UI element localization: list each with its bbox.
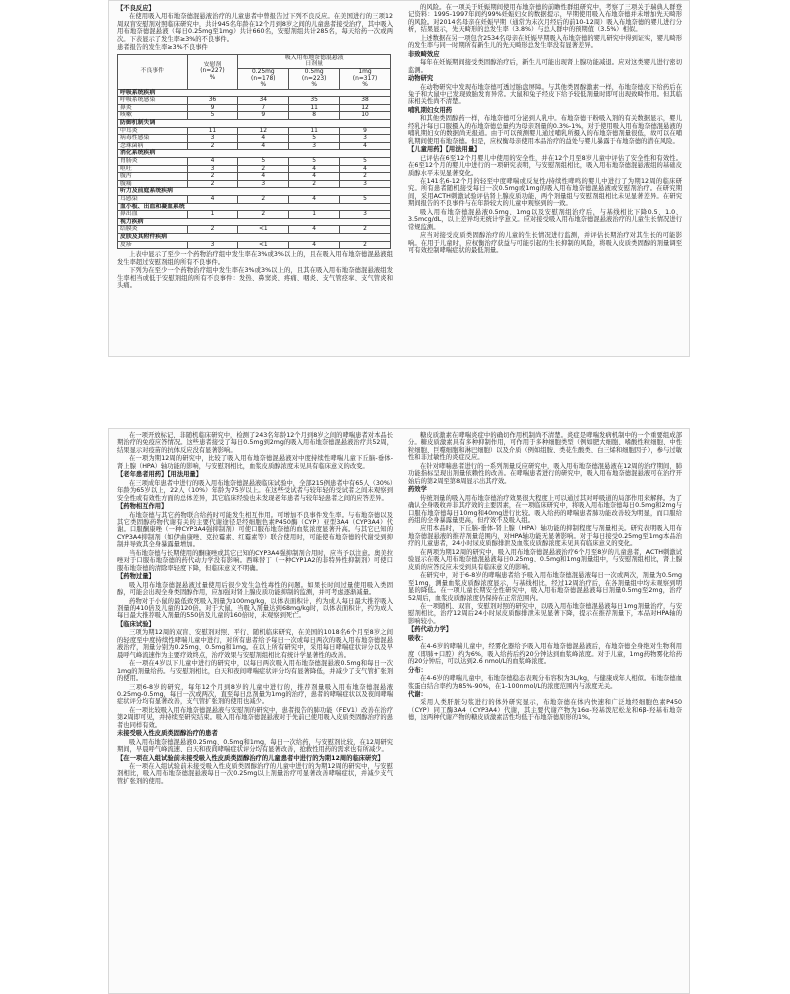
table-cell-value: 3: [340, 211, 391, 219]
table-row: [118, 104, 391, 112]
table-cell-value: 10: [340, 112, 391, 120]
paragraph: 当布地奈德与长期使用的酮康唑或其它已知的CYP3A4强抑制剂合用时，应当予以注意。奥美拉唑对于口服布地奈德的药代动力学没有影响。西咪替丁（一种CYP1A2的非特异性抑制剂）可使口服布地奈德的清除率轻度下降，但临床意义不明确。: [117, 549, 393, 572]
top-left-column: [117, 4, 393, 290]
section-heading-overdose: 【药物过量】: [117, 573, 155, 581]
table-category-cell: 视力疾病: [118, 218, 391, 226]
table-cell-value: 4: [289, 173, 340, 181]
table-cell-event: 耳感染: [118, 196, 188, 204]
table-cell-value: 4: [238, 135, 289, 143]
paragraph: 上表中显示了至少一个药物治疗组中发生率在3%或3%以上的，且在吸入用布地奈德混悬液组发生率超过安慰剂组的所有不良事件。: [117, 251, 393, 266]
paragraph: 在一项比较吸入用布地奈德混悬液与安慰剂的研究中，患者报告的肺功能（FEV1）改善在治疗第2周即可见，并持续至研究结束。吸入用布地奈德混悬液对于先前已使用吸入皮质类固醇治疗的患者也同样有效。: [117, 706, 393, 729]
table-cell-value: 11: [187, 127, 238, 135]
subheading-animal: 动物研究: [408, 75, 434, 83]
section-heading-interactions: 【药物相互作用】: [117, 503, 168, 511]
table-cell-value: 3: [187, 241, 238, 249]
table-cell-value: 11: [289, 127, 340, 135]
table-cell-value: 2: [187, 173, 238, 181]
dose-pct: %: [362, 82, 368, 89]
paragraph: 传统剂量的吸入用布地奈德治疗效果很大程度上可以通过其对呼吸道的局部作用来解释。为了确认全身吸收并非其疗效的主要因素，在一项临床研究中，将吸入用布地奈德每日0.5mg和2mg与口服布地奈德每日10mg和40mg进行比较。吸入给药的哮喘患者肺功能改善较为明显，而口服给药组的全身暴露量更高，但疗效不及吸入组。: [408, 494, 682, 524]
table-cell-value: 2: [289, 180, 340, 188]
dose-n: (n=317): [352, 75, 378, 82]
table-cell-value: 1: [289, 211, 340, 219]
table-cell-value: 5: [340, 158, 391, 166]
table-category-cell: 防御机制失调: [118, 120, 391, 128]
dose-n: (n=223): [301, 75, 327, 82]
table-cell-event: 中耳炎: [118, 127, 188, 135]
paragraph: 三项为期12周的双盲、安慰剂对照、平行、随机临床研究，在美国的1018名6个月至8岁之间的轻度至中度持续性哮喘儿童中进行，对所有患者给予每日一次或每日两次的吸入用布地奈德混悬液治疗，剂量分别为0.25mg、0.5mg和1mg。在以上所有研究中，采用每日哮喘症状评分以及早晨呼气峰流速作为主要疗效终点，治疗效果与安慰剂组相比有统计学显著性的改善。: [117, 629, 393, 659]
subheading-nursing: 哺乳期妇女用药: [408, 106, 453, 114]
table-category-cell: 听力及前庭系统疾病: [118, 188, 391, 196]
top-page-scan: [108, 0, 690, 357]
table-category-row: [118, 203, 391, 211]
table-header-group: [238, 54, 391, 68]
table-row: [118, 135, 391, 143]
paragraph: 在三项成年患者中进行的吸入用布地奈德混悬液临床试验中，全部215例患者中有65人（30%）年龄为65岁以上，22人（10%）年龄为75岁以上。在这些受试者与较年轻的受试者之间未观察到安全性或有效性方面的总体差异，其它临床经验也未发现老年患者与较年轻患者之间的应答差异。: [117, 479, 393, 502]
table-cell-value: 4: [289, 196, 340, 204]
section-heading-elderly: 【老年患者用药】【用法用量】: [117, 471, 203, 479]
table-cell-event: 咳嗽: [118, 112, 188, 120]
dose-n: (n=178): [251, 75, 276, 82]
subheading-absorption: 吸收：: [408, 634, 427, 642]
paragraph: 吸入用布地奈德混悬液0.5mg、1mg以及安慰剂组治疗后，与基线相比下降0.5、1.0、3.5mcg/dL，以上差异均无统计学意义。应对接受吸入用布地奈德混悬液治疗的儿童生长情况进行常规监测。: [408, 208, 682, 231]
table-cell-value: 4: [340, 165, 391, 173]
dose-header: [289, 68, 340, 89]
table-category-cell: 消化系统疾病: [118, 150, 391, 158]
subheading-nonteratogenic: 非致畸效应: [408, 50, 440, 58]
table-cell-value: 2: [238, 211, 289, 219]
dose-value: 0.5mg: [304, 68, 324, 75]
table-cell-value: <1: [238, 241, 289, 249]
table-cell-value: 38: [340, 97, 391, 105]
bottom-page-scan: [108, 428, 690, 994]
table-cell-value: 36: [187, 97, 238, 105]
table-category-row: [118, 218, 391, 226]
top-right-column: [408, 4, 682, 256]
dose-pct: %: [311, 82, 317, 89]
table-cell-value: 12: [340, 104, 391, 112]
table-row: [118, 196, 391, 204]
table-cell-value: 3: [238, 180, 289, 188]
table-cell-value: 5: [289, 158, 340, 166]
subheading-patients: 未接受吸入性皮质类固醇治疗的患者: [117, 730, 218, 738]
table-category-row: [118, 233, 391, 241]
subheading-metabolism: 代谢：: [408, 690, 427, 698]
dose-value: 1mg: [358, 68, 372, 75]
paragraph: 吸入用布地奈德混悬液0.25mg、0.5mg和1mg，每日一次给药，与安慰剂比较，在12周研究期间，早晨呼气峰流速、白天和夜间哮喘症状评分均有显著改善，抢救性用药的需求也有所减少。: [117, 738, 393, 754]
table-cell-value: 2: [187, 180, 238, 188]
table-cell-value: 2: [187, 226, 238, 234]
table-cell-value: 4: [187, 158, 238, 166]
table-cell-value: 3: [340, 180, 391, 188]
paragraph: 在4-6岁的哮喘儿童中，布地奈德稳态表观分布容积为3L/kg，与健康成年人相似。布地奈德血浆蛋白结合率约为85%-90%，在1-100nmol/L的浓度范围内与浓度无关。: [408, 675, 682, 690]
table-cell-value: 5: [289, 135, 340, 143]
table-row: [118, 211, 391, 219]
table-cell-value: 4: [238, 142, 289, 150]
table-cell-value: 12: [238, 127, 289, 135]
table-cell-event: 皮疹: [118, 241, 188, 249]
group-label: 吸入用布地奈德混悬液: [284, 54, 344, 61]
placebo-pct: %: [209, 75, 216, 81]
table-caption: 患者报告的发生率≥3%不良事件: [117, 44, 208, 52]
table-cell-value: 34: [238, 97, 289, 105]
paragraph: 在针对哮喘患者进行的一系列剂量反应研究中，吸入用布地奈德混悬液在12周的治疗期间，肺功能指标呈现出剂量依赖性的改善。在哮喘患者进行的研究中，吸入用布地奈德混悬液可在治疗开始后的第2周至第8周显示出其疗效。: [408, 462, 682, 485]
table-cell-value: 35: [289, 97, 340, 105]
paragraph: 每年在妊娠期间接受类固醇治疗后，新生儿可能出现肾上腺功能减退。应对这类婴儿进行密切监测。: [408, 59, 682, 74]
paragraph: 药物对于小鼠的最低致死吸入剂量为100mg/kg，以体表面积计，约为成人每日最大推荐吸入剂量的410倍及儿童的120倍。对于大鼠，当吸入剂量达到68mg/kg时，以体表面积计，约为成人每日最大推荐吸入剂量的550倍及儿童的160倍时，未观察到死亡。: [117, 597, 393, 620]
table-cell-value: 3: [187, 165, 238, 173]
group-sub-label: 日剂量: [305, 61, 324, 68]
bottom-right-column: [408, 432, 682, 723]
placebo-n: (n=227): [200, 68, 225, 75]
paragraph: 应用本品时，下丘脑-垂体-肾上腺（HPA）轴功能的抑制程度与剂量相关。研究表明吸入用布地奈德混悬液的推荐剂量范围内，对HPA轴功能无显著影响。对于每日接受0.25mg至1mg本品治疗的儿童患者，24小时尿皮质醇排泄及血浆皮质醇浓度未见具有临床意义的变化。: [408, 525, 682, 548]
table-cell-event: 病毒性感染: [118, 135, 188, 143]
table-cell-value: 5: [238, 158, 289, 166]
table-cell-value: 4: [289, 241, 340, 249]
table-category-row: [118, 188, 391, 196]
table-cell-event: 结膜炎: [118, 226, 188, 234]
adverse-events-table: [117, 54, 391, 249]
table-cell-value: 9: [187, 104, 238, 112]
paragraph: 糖皮质激素在哮喘炎症中的确切作用机制尚不清楚。炎症是哮喘发病机制中的一个重要组成部分。糖皮质激素具有多种抑制作用，可作用于多种细胞类型（例如肥大细胞、嗜酸性粒细胞、中性粒细胞、巨噬细胞和淋巴细胞）以及介质（例如组胺、类花生酸类、白三烯和细胞因子），参与过敏性和非过敏性的炎症反应。: [408, 432, 682, 462]
dose-value: 0.25mg: [252, 68, 275, 75]
paragraph: 下列为在至少一个药物治疗组中发生率在3%或3%以上的，且其在吸入用布地奈德混悬液组发生率相当或低于安慰剂组的所有不良事件：发热、鼻窦炎、疼痛、咽炎、支气管痉挛、支气管炎和头痛。: [117, 267, 393, 289]
table-category-row: [118, 120, 391, 128]
table-row: [118, 142, 391, 150]
table-cell-value: 2: [187, 142, 238, 150]
table-category-row: [118, 150, 391, 158]
table-cell-value: 4: [238, 173, 289, 181]
subheading-children: 【儿童用药】【用法用量】: [408, 146, 481, 154]
table-cell-value: 8: [289, 112, 340, 120]
paragraph: 布地奈德与其它药物联合给药时可能发生相互作用。可增加不良事件发生率。与布地奈德以及其它类固醇药物代谢有关的主要代谢途径是经细胞色素P450酶（CYP）亚型3A4（CYP3A4）代谢。口服酮康唑（一种CYP3A4强抑制剂）可使口服布地奈德的血浆浓度显著升高。与其它已知的CYP3A4抑制剂（如伊曲康唑、克拉霉素、红霉素等）联合使用时，可能使布地奈德的代谢受到抑制并导致其全身暴露量增加。: [117, 511, 393, 549]
table-row: [118, 173, 391, 181]
paragraph: 在一项为期12周的研究中，比较了吸入用布地奈德混悬液对中度持续性哮喘儿童下丘脑-垂体-肾上腺（HPA）轴功能的影响，与安慰剂相比，血浆皮质醇浓度未见具有临床意义的改变。: [117, 455, 393, 470]
paragraph: 在4-6岁的哮喘儿童中，经雾化器给予吸入用布地奈德混悬液后，布地奈德全身绝对生物利用度（即肺+口腔）约为6%，吸入给药后约20分钟达到血浆峰浓度。对于儿童，1mg药物雾化给药的20分钟后，可以达到2.6 nmol/L的血浆峰浓度。: [408, 643, 682, 666]
section-heading-adverse: 【不良反应】: [117, 5, 155, 12]
table-cell-value: 3: [187, 135, 238, 143]
placebo-label: 安慰剂: [203, 61, 222, 68]
section-heading-clinical-trials: 【临床试验】: [117, 620, 155, 628]
table-row: [118, 158, 391, 166]
dose-header: [340, 68, 391, 89]
subheading-distribution: 分布：: [408, 666, 427, 674]
table-cell-event: 鼻炎: [118, 104, 188, 112]
paragraph: 和其他类固醇药一样，布地奈德可分泌到人乳中。布地奈德干粉吸入剂的有关数据显示，婴儿经乳汁每日口服摄入的布地奈德总量约为母亲剂量的0.3%-1%。对于使用吸入用布地奈德混悬液的哺乳期妇女的数据尚无报道。由于可以预测婴儿通过哺乳所摄入的布地奈德剂量很低，故可以在哺乳期间使用布地奈德。但是，应权衡母亲使用本品治疗的益处与婴儿暴露于布地奈德的潜在风险。: [408, 115, 682, 145]
table-cell-event: 胃肠炎: [118, 158, 188, 166]
table-category-cell: 血小板、出血和凝血系统: [118, 203, 391, 211]
table-cell-value: 4: [289, 165, 340, 173]
paragraph: 的风险。在一项关于妊娠期间使用布地奈德的前瞻性群组研究中，考察了三项关于瑞典人群登记资料：1995-1997年间约99%妊娠妇女的数据提示，早期使用吸入布地奈德并未增加先天畸形的风险。对2014名母亲在妊娠早期（通常为末次月经后的前10-12周）吸入布地奈德的婴儿进行分析，结果显示，先天畸形的总发生率（3.8%）与总人群中的预期值（3.5%）相似。: [408, 4, 682, 34]
table-category-cell: 呼吸系统疾病: [118, 89, 391, 97]
paragraph: 在一项开放标记、非随机临床研究中，检测了243名年龄12个月到8岁之间的哮喘患者对本品长期治疗的免疫应答情况。这些患者接受了每日0.5mg到2mg的吸入用布地奈德混悬液治疗共52周，结果显示对疫苗的抗体反应没有显著影响。: [117, 432, 393, 454]
paragraph: 三项6-8岁的研究，每年12个月到8岁的儿童中进行的，推荐剂量吸入用布地奈德混悬液0.25mg-0.5mg，每日一次或两次，直至每日总剂量为1mg的治疗，患者的哮喘症状以及夜间哮喘症状评分均有显著改善，支气管扩张剂的使用也减少。: [117, 683, 393, 706]
table-cell-value: 3: [340, 135, 391, 143]
table-cell-event: 腹泻: [118, 173, 188, 181]
section-heading-pharmacodynamics: 药效学: [408, 486, 427, 494]
dose-header: [238, 68, 289, 89]
table-cell-event: 呕吐: [118, 165, 188, 173]
table-cell-value: 2: [340, 173, 391, 181]
table-cell-value: 2: [238, 196, 289, 204]
table-header-placebo: [187, 54, 238, 89]
paragraph: 在141名6-12个月的轻至中度哮喘或反复性/持续性哮鸣的婴儿中进行了为期12周的临床研究。所有患者随机接受每日一次0.5mg或1mg的吸入用布地奈德混悬液或安慰剂治疗。在研究期间，采用ACTH刺激试验评估肾上腺皮质功能，两个剂量组与安慰剂组相比未见显著差异。在研究期间报告的不良事件与在年龄较大的儿童中观察到的一致。: [408, 177, 682, 208]
paragraph: 在两项为期12周的研究中，吸入用布地奈德混悬液治疗6个月至8岁的儿童患者，ACTH刺激试验显示在吸入用布地奈德混悬液每日0.25mg、0.5mg和1mg剂量组中，与安慰剂组相比，肾上腺皮质的应答反应未受到具有临床意义的影响。: [408, 548, 682, 571]
table-cell-event: 腹痛: [118, 180, 188, 188]
table-cell-value: 2: [340, 226, 391, 234]
table-cell-value: <1: [238, 226, 289, 234]
table-cell-value: 9: [340, 127, 391, 135]
table-cell-value: 5: [340, 196, 391, 204]
table-row: [118, 180, 391, 188]
paragraph: 采用人类肝脏匀浆进行的体外研究显示，布地奈德在体内快速和广泛地经细胞色素P450（CYP）同工酶3A4（CYP3A4）代谢，其主要代谢产物为16α-羟基泼尼松龙和6β-羟基布地奈德，这两种代谢产物的糖皮质激素活性均低于布地奈德原形的1%。: [408, 699, 682, 722]
subheading-patients-2: 【在一项在入组试验前未接受吸入性皮质类固醇治疗的儿童患者中进行的为期12周的临床研究】: [117, 754, 384, 762]
table-cell-value: 1: [187, 211, 238, 219]
paragraph: 在一项随机、双盲、安慰剂对照的研究中，以吸入用布地奈德混悬液每日1mg剂量治疗，与安慰剂相比，治疗12周后24小时尿皮质醇排泄未见显著下降，提示在推荐剂量下，本品对HPA轴的影响较小。: [408, 602, 682, 625]
table-cell-event: 鼻出血: [118, 211, 188, 219]
table-cell-value: 4: [187, 196, 238, 204]
paragraph: 在动物研究中发现布地奈德可透过胎盘屏障。与其他类固醇激素一样，布地奈德皮下给药后在兔子和大鼠中已发现致胎发育异常。大鼠和兔子经皮下给予较低剂量时即可出现致畸作用。但其临床相关性尚不清楚。: [408, 83, 682, 106]
table-category-cell: 皮肤及其附件疾病: [118, 233, 391, 241]
table-row: [118, 226, 391, 234]
paragraph: 已评估在6至12个月婴儿中使用的安全性，并在12个月至8岁儿童中评估了安全性和有效性。在6至12个月的婴儿中进行的一项研究表明，与安慰剂组相比，吸入用布地奈德混悬液组的基础皮质醇水平未见显著变化。: [408, 154, 682, 177]
table-cell-event: 呼吸系统感染: [118, 97, 188, 105]
dose-pct: %: [260, 82, 267, 89]
table-row: [118, 165, 391, 173]
section-heading-pharmacokinetics: 【药代动力学】: [408, 626, 453, 634]
table-cell-value: 4: [340, 142, 391, 150]
table-cell-value: 2: [340, 241, 391, 249]
paragraph: 在使用吸入用布地奈德混悬液治疗的儿童患者中曾报告过下列不良反应。在美国进行的三项12周双盲安慰剂对照临床研究中，共计945名年龄在12个月到8岁之间的儿童患者接受治疗，其中吸入用布地奈德混悬液（每日0.25mg至1mg）共计660名，安慰剂组共计285名，每天给药一次或两次。下表显示了发生率≥3%的不良事件。: [117, 13, 393, 43]
paragraph: 应当对接受皮质类固醇治疗的儿童的生长情况进行监测，并评估长期治疗对其生长的可能影响。在用于儿童时，应权衡治疗获益与可能引起的生长抑制的风险，将吸入皮质类固醇的剂量调至可有效控制哮喘症状的最低剂量。: [408, 232, 682, 255]
table-cell-value: 4: [289, 226, 340, 234]
table-cell-event: 念珠菌病: [118, 142, 188, 150]
table-cell-value: 7: [238, 104, 289, 112]
paragraph: 吸入用布地奈德混悬液过量使用后很少发生急性毒性的问题。如果长时间过量使用吸入类固醇，可能会出现全身类固醇作用，应加强对肾上腺皮质功能抑制的监测，并可考虑逐渐减量。: [117, 581, 393, 597]
table-cell-value: 5: [187, 112, 238, 120]
paragraph: 上述数据在另一项包含2534名母亲在妊娠早期吸入布地奈德的婴儿研究中得到证实，婴儿畸形的发生率与同一时期所有新生儿的先天畸形总发生率没有显著差异。: [408, 34, 682, 50]
table-cell-value: 2: [238, 165, 289, 173]
table-cell-value: 3: [289, 142, 340, 150]
paragraph: 在一项在入组试验前未接受吸入性皮质类固醇治疗的儿童中进行的为期12周的研究中，与安慰剂相比，吸入用布地奈德混悬液每日一次0.25mg以上剂量治疗可显著改善哮喘症状，并减少支气管扩张剂的使用。: [117, 763, 393, 785]
table-row: [118, 97, 391, 105]
adverse-events-table-body: [118, 89, 391, 248]
table-row: [118, 241, 391, 249]
table-row: [118, 112, 391, 120]
table-cell-value: 9: [238, 112, 289, 120]
table-header-event: 不良事件: [118, 54, 188, 89]
bottom-left-column: [117, 432, 393, 786]
paragraph: 在研究中，对于6-8岁的哮喘患者给予吸入用布地奈德混悬液每日一次或两次，剂量为0.5mg至1mg，测量血浆皮质醇浓度显示，与基线相比，经过12周治疗后，在各剂量组中均未观察到明显的降低。在一项儿童长期安全性研究中，吸入用布地奈德混悬液每日剂量0.5mg至2mg，治疗52周后，血浆皮质醇浓度仍保持在正常范围内。: [408, 572, 682, 602]
table-category-row: [118, 89, 391, 97]
table-row: [118, 127, 391, 135]
paragraph: 在一项在4岁以下儿童中进行的研究中，以每日两次吸入用布地奈德混悬液0.5mg和每日一次1mg的剂量给药。与安慰剂相比，白天和夜间哮喘症状评分均有显著降低，并减少了支气管扩张剂的使用。: [117, 660, 393, 683]
table-cell-value: 11: [289, 104, 340, 112]
